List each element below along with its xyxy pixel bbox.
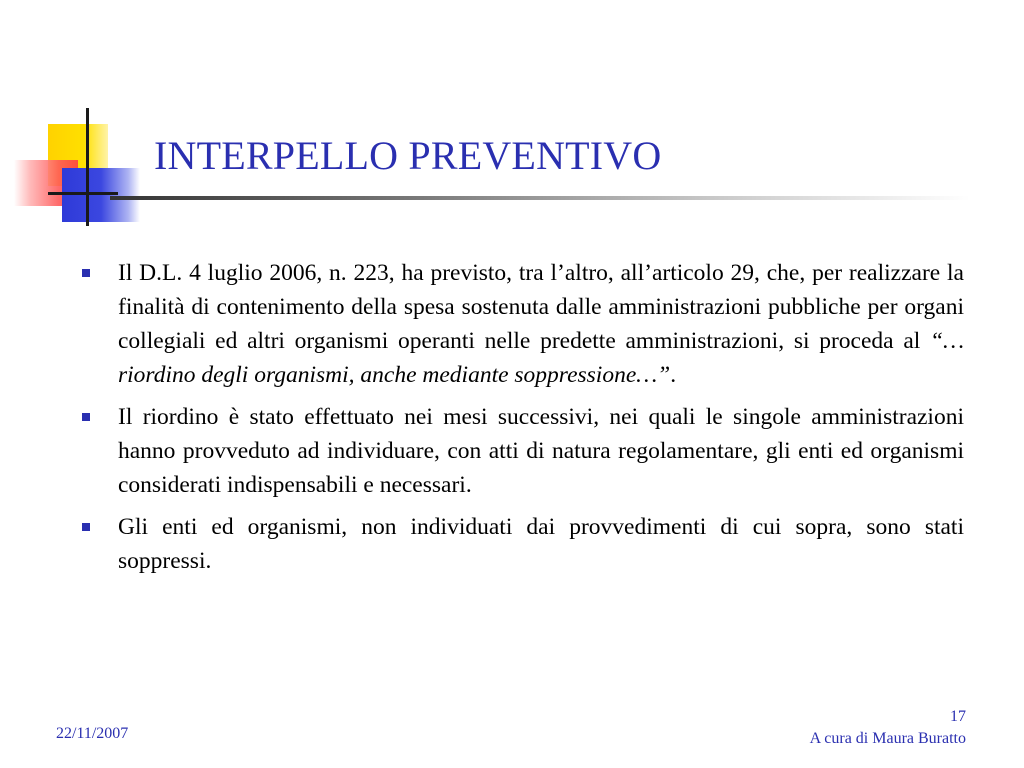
slide-title: INTERPELLO PREVENTIVO	[154, 133, 662, 178]
bullet-text: Gli enti ed organismi, non individuati dai provvedimenti di cui sopra, sono stati soppressi.	[118, 514, 964, 574]
bullet-square-icon	[82, 269, 90, 277]
bullet-text: Il riordino è stato effettuato nei mesi successivi, nei quali le singole amministrazioni hanno provveduto ad individuare, con atti di natura regolamentare, gli enti ed organismi considerati indispensabili e necessari.	[118, 404, 964, 498]
page-number: 17	[950, 708, 966, 725]
bullet-quote: “… riordino degli organismi, anche mediante soppressione…”	[118, 328, 964, 388]
footer-author: A cura di Maura Buratto	[809, 730, 966, 747]
bullet-item-2	[118, 400, 964, 502]
bullet-square-icon	[82, 413, 90, 421]
blue-square-decoration	[62, 168, 140, 222]
bullet-item-3	[118, 510, 964, 578]
bullet-item-1	[118, 256, 964, 392]
decorative-squares-logo	[0, 0, 160, 240]
footer-right	[810, 706, 966, 750]
bullet-square-icon	[82, 523, 90, 531]
bullet-list	[118, 256, 964, 586]
bullet-text-tail: .	[670, 362, 677, 388]
horizontal-line-decoration	[48, 192, 118, 195]
bullet-text: Il D.L. 4 luglio 2006, n. 223, ha previsto, tra l’altro, all’articolo 29, che, per realizzare la finalità di contenimento della spesa sostenuta dalle amministrazioni pubbliche per organi collegiali ed altri organismi operanti nelle predette amministrazioni, si proceda al	[118, 260, 964, 354]
title-underline-rule	[110, 196, 970, 200]
vertical-line-decoration	[86, 108, 89, 226]
footer-date: 22/11/2007	[56, 725, 129, 742]
